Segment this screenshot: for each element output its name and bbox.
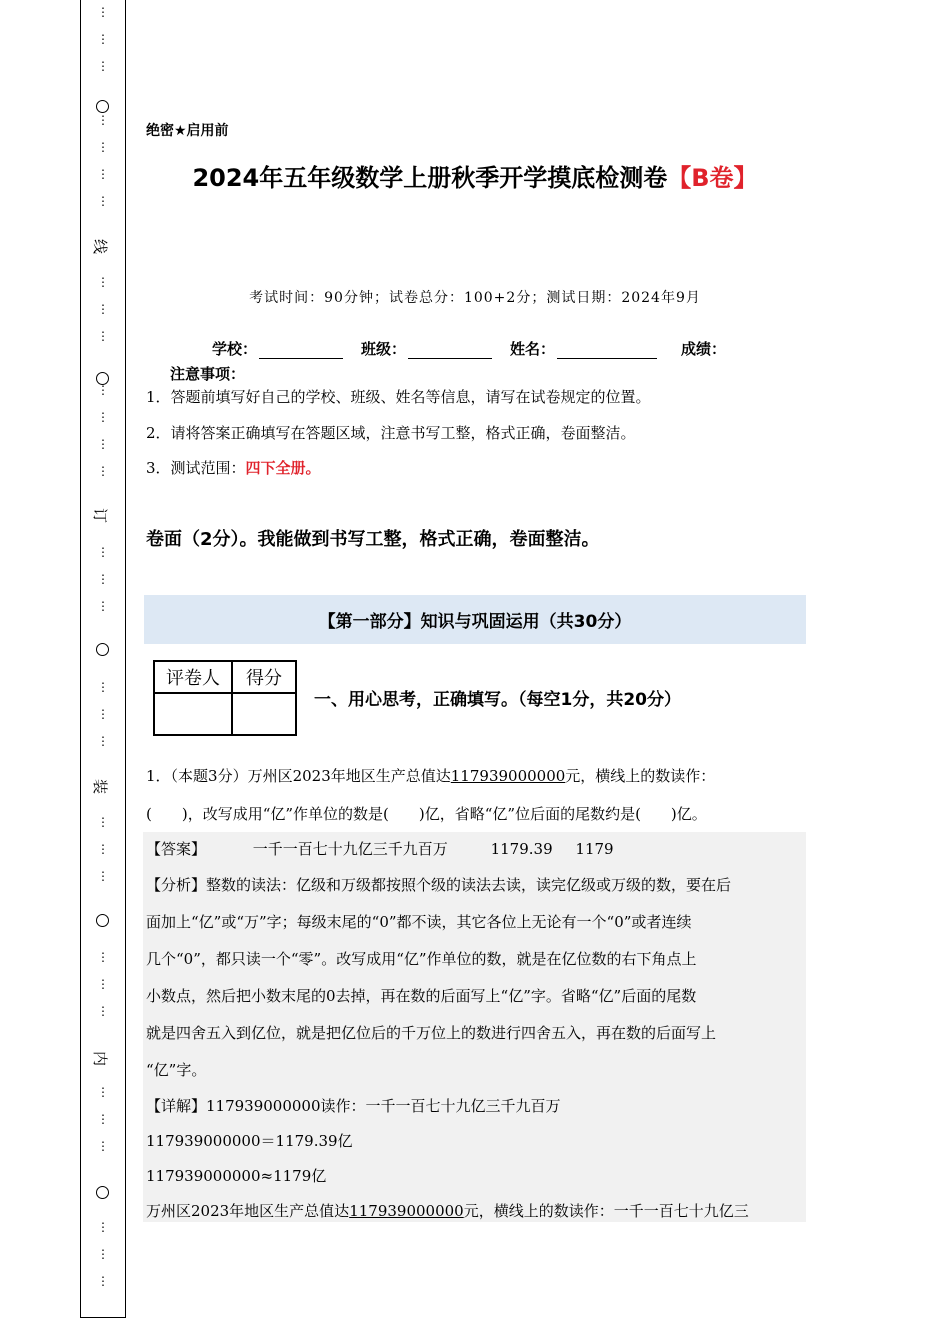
binding-dots: ⋮ — [97, 167, 109, 181]
analysis-line-4: 小数点，然后把小数末尾的0去掉，再在数的后面写上“亿”字。省略“亿”后面的尾数 — [146, 987, 697, 1005]
binding-dots: ⋮ — [97, 599, 109, 613]
section-header: 【第一部分】知识与巩固运用（共30分） — [144, 595, 806, 644]
binding-circle-icon — [96, 1186, 109, 1199]
equation-2: 117939000000≈1179亿 — [146, 1167, 327, 1185]
school-blank[interactable] — [259, 342, 343, 359]
score-cell[interactable] — [232, 693, 296, 735]
binding-dots: ⋮ — [97, 1274, 109, 1288]
school-field[interactable]: 学校： — [212, 338, 343, 359]
answer-value-1: 一千一百七十九亿三千九百万 — [252, 840, 448, 858]
binding-dots: ⋮ — [97, 572, 109, 586]
class-blank[interactable] — [408, 342, 492, 359]
binding-dots: ⋮ — [97, 383, 109, 397]
binding-dots: ⋮ — [97, 815, 109, 829]
answer-value-3: 1179 — [575, 840, 614, 858]
binding-dots: ⋮ — [97, 113, 109, 127]
binding-dots: ⋮ — [97, 464, 109, 478]
title-version: 【B卷】 — [667, 164, 758, 192]
analysis-line-3: 几个“0”，都只读一个“零”。改写成用“亿”作单位的数，就是在亿位数的右下角点上 — [146, 950, 697, 968]
binding-char: 订 — [91, 507, 110, 524]
underlined-number-2: 117939000000 — [349, 1202, 464, 1220]
binding-dots: ⋮ — [97, 1220, 109, 1234]
binding-dots: ⋮ — [97, 1004, 109, 1018]
underlined-number: 117939000000 — [450, 767, 566, 785]
binding-dots: ⋮ — [97, 302, 109, 316]
binding-dots: ⋮ — [97, 140, 109, 154]
question-heading: 一、用心思考，正确填写。（每空1分，共20分） — [314, 690, 681, 710]
binding-circle-icon — [96, 100, 109, 113]
binding-dots: ⋮ — [97, 950, 109, 964]
answer-value-2: 1179.39 — [490, 840, 553, 858]
detail-line: 【详解】117939000000读作：一千一百七十九亿三千九百万 — [146, 1097, 561, 1115]
binding-circle-icon — [96, 643, 109, 656]
question-1-line-2: ( )，改写成用“亿”作单位的数是( )亿，省略“亿”位后面的尾数约是( )亿。 — [146, 805, 707, 823]
detail-last-line: 万州区2023年地区生产总值达117939000000元，横线上的数读作：一千一百七十九亿三 — [146, 1202, 749, 1220]
score-field[interactable]: 成绩： — [681, 340, 727, 358]
title-main: 2024年五年级数学上册秋季开学摸底检测卷 — [192, 164, 668, 192]
binding-dots: ⋮ — [97, 1085, 109, 1099]
binding-dots: ⋮ — [97, 5, 109, 19]
grader-header: 评卷人 — [154, 661, 232, 693]
equation-1: 117939000000＝1179.39亿 — [146, 1132, 353, 1150]
analysis-line-2: 面加上“亿”或“万”字；每级末尾的“0”都不读，其它各位上无论有一个“0”或者连续 — [146, 913, 692, 931]
binding-dots: ⋮ — [97, 545, 109, 559]
analysis-line-1: 【分析】整数的读法：亿级和万级都按照个级的读法去读，读完亿级或万级的数，要在后 — [146, 876, 732, 894]
notice-title: 注意事项： — [170, 365, 246, 383]
binding-dots: ⋮ — [97, 275, 109, 289]
grader-table — [153, 660, 297, 736]
test-scope: 四下全册。 — [245, 459, 321, 477]
binding-margin — [80, 0, 126, 1318]
binding-dots: ⋮ — [97, 707, 109, 721]
binding-dots: ⋮ — [97, 1139, 109, 1153]
student-info-fields — [212, 338, 744, 359]
binding-dots: ⋮ — [97, 59, 109, 73]
score-header: 得分 — [232, 661, 296, 693]
grader-cell[interactable] — [154, 693, 232, 735]
page-title — [0, 158, 950, 193]
binding-dots: ⋮ — [97, 734, 109, 748]
binding-circle-icon — [96, 914, 109, 927]
notice-item-3: 3．测试范围：四下全册。 — [146, 459, 321, 477]
analysis-line-5: 就是四舍五入到亿位，就是把亿位后的千万位上的数进行四舍五入，再在数的后面写上 — [146, 1024, 717, 1042]
question-1-line-1: 1．（本题3分）万州区2023年地区生产总值达117939000000元，横线上的数读作： — [146, 767, 716, 785]
binding-dots: ⋮ — [97, 437, 109, 451]
binding-dots: ⋮ — [97, 680, 109, 694]
binding-dots: ⋮ — [97, 842, 109, 856]
name-field[interactable]: 姓名： — [510, 338, 657, 359]
binding-dots: ⋮ — [97, 869, 109, 883]
binding-dots: ⋮ — [97, 329, 109, 343]
binding-char: 装 — [91, 778, 110, 795]
binding-dots: ⋮ — [97, 1247, 109, 1261]
answer-line: 【答案】 一千一百七十九亿三千九百万 1179.39 1179 — [146, 840, 614, 858]
binding-dots: ⋮ — [97, 194, 109, 208]
binding-dots: ⋮ — [97, 977, 109, 991]
binding-dots: ⋮ — [97, 1112, 109, 1126]
notice-item-1: 1．答题前填写好自己的学校、班级、姓名等信息，请写在试卷规定的位置。 — [146, 388, 651, 406]
binding-char: 内 — [91, 1050, 110, 1067]
exam-info: 考试时间：90分钟；试卷总分：100+2分；测试日期：2024年9月 — [249, 290, 701, 306]
binding-dots: ⋮ — [97, 32, 109, 46]
class-field[interactable]: 班级： — [361, 338, 492, 359]
neatness-statement: 卷面（2分）。我能做到书写工整，格式正确，卷面整洁。 — [146, 529, 600, 550]
notice-item-2: 2．请将答案正确填写在答题区域，注意书写工整，格式正确，卷面整洁。 — [146, 424, 636, 442]
binding-char: 线 — [91, 238, 110, 255]
name-blank[interactable] — [557, 342, 657, 359]
confidential-label: 绝密★启用前 — [146, 123, 229, 139]
binding-dots: ⋮ — [97, 410, 109, 424]
analysis-line-6: “亿”字。 — [146, 1061, 207, 1079]
